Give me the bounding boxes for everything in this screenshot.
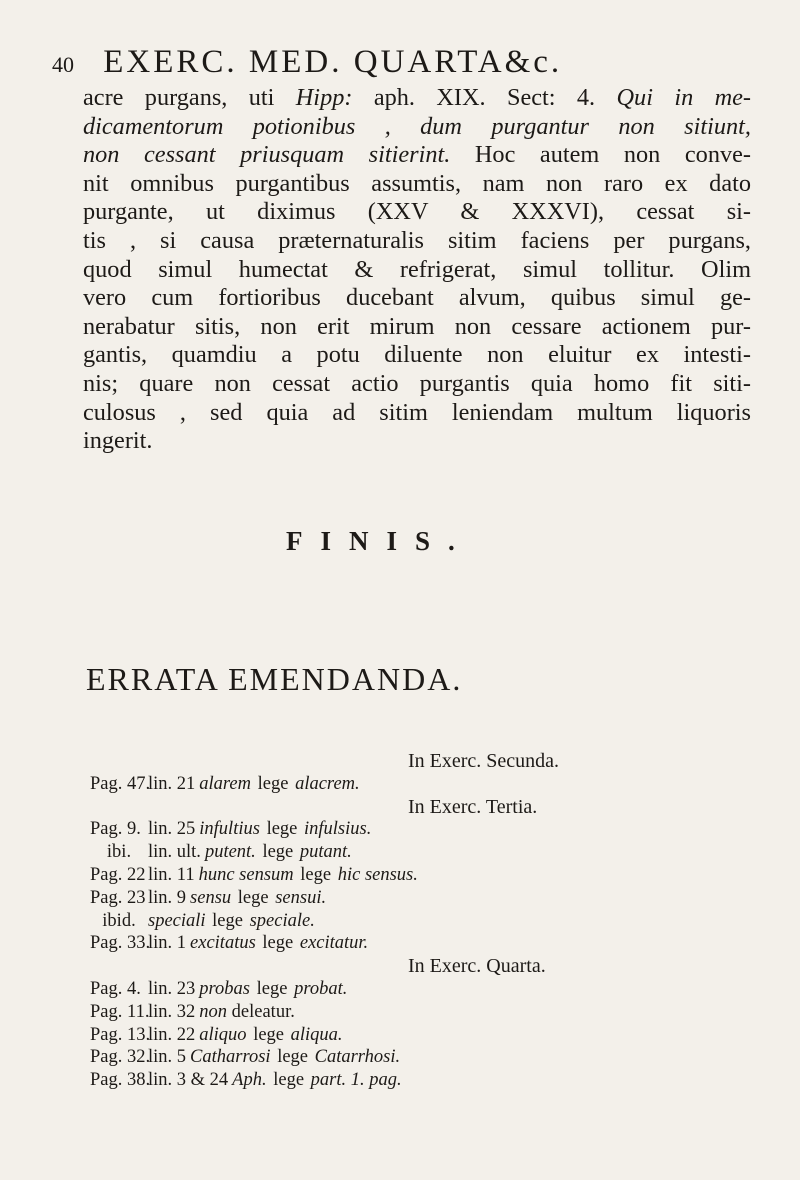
errata-page: ibid.: [102, 910, 136, 931]
text-line: [83, 399, 751, 428]
errata-line: lin. 3 & 24: [148, 1070, 229, 1091]
errata-section-heading: In Exerc. Tertia.: [408, 795, 538, 818]
italic-text-run: Qui in me-: [616, 84, 752, 111]
text-line: [83, 141, 751, 170]
errata-wrong: speciali: [148, 910, 206, 931]
errata-line: lin. ult.: [148, 842, 201, 863]
errata-entry: [90, 1024, 710, 1047]
errata-page: Pag. 9.: [90, 819, 141, 840]
errata-correct: putant.: [299, 842, 352, 863]
errata-page: Pag. 32.: [90, 1047, 151, 1068]
errata-lege: lege: [257, 773, 289, 794]
errata-entry: [90, 1046, 710, 1069]
errata-line: lin. 1: [148, 933, 187, 954]
errata-page: Pag. 4.: [90, 978, 141, 999]
errata-wrong: aliquo: [199, 1024, 247, 1045]
text-line: [83, 227, 751, 256]
text-line: [83, 427, 751, 456]
italic-text-run: dicamentorum potionibus , dum purgantur non sitiunt,: [83, 112, 751, 140]
running-title: EXERC. MED. QUARTA&c.: [103, 44, 563, 80]
errata-wrong: Catharrosi: [190, 1047, 271, 1068]
errata-correct: sensui.: [275, 887, 327, 908]
text-run: vero cum fortioribus ducebant alvum, quibus simul ge-: [83, 284, 751, 312]
errata-entry: [90, 887, 710, 910]
errata-entry: [90, 773, 710, 796]
errata-correct: part. 1. pag.: [310, 1070, 402, 1091]
page-number: 40: [52, 52, 74, 77]
errata-page: Pag. 33.: [90, 933, 151, 954]
running-header: [52, 44, 772, 81]
errata-line: lin. 5: [148, 1047, 187, 1068]
text-run: nerabatur sitis, non erit mirum non cessare actionem pur-: [83, 312, 751, 340]
errata-correct: alacrem.: [295, 773, 360, 794]
errata-wrong: Aph.: [232, 1070, 267, 1091]
errata-lege: lege: [212, 910, 243, 931]
text-line: [83, 341, 751, 370]
errata-page: Pag. 22: [90, 864, 146, 885]
errata-page: Pag. 47.: [90, 773, 151, 794]
text-run: culosus , sed quia ad sitim leniendam multum liquoris: [83, 398, 751, 426]
errata-correct: deleatur.: [231, 1001, 295, 1022]
text-run: purgante, ut diximus (XXV & XXXVI), cessat si-: [83, 198, 751, 226]
errata-line: lin. 32: [148, 1001, 196, 1022]
errata-lege: lege: [253, 1024, 284, 1045]
errata-lege: lege: [273, 1070, 305, 1091]
text-line: [83, 113, 751, 142]
errata-correct: probat.: [294, 978, 348, 999]
errata-line: lin. 25: [148, 819, 196, 840]
text-run: tis , si causa præternaturalis sitim faciens per purgans,: [83, 226, 751, 254]
errata-lege: lege: [237, 887, 269, 908]
errata-entry: [90, 818, 710, 841]
errata-entry: [90, 978, 710, 1001]
errata-page: Pag. 23: [90, 887, 146, 908]
errata-section-heading: In Exerc. Quarta.: [408, 955, 546, 978]
finis-heading: FINIS.: [286, 526, 473, 556]
text-line: [83, 256, 751, 285]
errata-correct: hic sensus.: [337, 864, 418, 885]
errata-entry: [90, 910, 710, 933]
text-run: nis; quare non cessat actio purgantis quia homo fit siti-: [83, 369, 751, 397]
errata-entry: [90, 1069, 710, 1092]
errata-entry: [90, 864, 710, 887]
errata-section-heading: In Exerc. Secunda.: [408, 750, 560, 772]
errata-lege: lege: [262, 842, 294, 863]
errata-line: lin. 21: [148, 773, 196, 794]
errata-line: lin. 23: [148, 978, 196, 999]
text-line: [83, 198, 751, 227]
errata-lege: lege: [300, 864, 332, 885]
text-run: Hoc autem non conve-: [450, 141, 751, 169]
errata-title: ERRATA EMENDANDA.: [86, 661, 463, 697]
errata-line: lin. 9: [148, 887, 187, 908]
errata-correct: aliqua.: [290, 1024, 343, 1045]
errata-correct: Catarrhosi.: [314, 1047, 401, 1068]
errata-correct: excitatur.: [299, 933, 369, 954]
errata-lege: lege: [262, 933, 294, 954]
errata-wrong: infultius: [199, 819, 260, 840]
text-line: [83, 84, 751, 113]
errata-wrong: excitatus: [190, 933, 256, 954]
errata-list: [90, 750, 710, 1092]
text-line: [83, 170, 751, 199]
errata-wrong: non: [199, 1001, 228, 1022]
errata-page: Pag. 13.: [90, 1024, 151, 1045]
errata-page: ibi.: [106, 842, 132, 863]
text-run: gantis, quamdiu a potu diluente non eluitur ex intesti-: [83, 341, 751, 369]
text-run: ingerit.: [83, 427, 153, 455]
text-run: acre purgans, uti: [83, 84, 296, 111]
errata-lege: lege: [256, 978, 288, 999]
errata-line: lin. 11: [148, 864, 195, 885]
main-paragraph: [83, 84, 751, 456]
text-line: [83, 313, 751, 342]
errata-page: Pag. 38.: [90, 1070, 151, 1091]
errata-entry: [90, 1001, 710, 1024]
errata-correct: infulsius.: [304, 819, 372, 840]
text-line: [83, 284, 751, 313]
errata-wrong: probas: [199, 978, 250, 999]
errata-page: Pag. 11.: [90, 1001, 150, 1022]
italic-text-run: Hipp:: [295, 84, 353, 111]
errata-line: lin. 22: [148, 1024, 196, 1045]
errata-wrong: hunc sensum: [198, 864, 294, 885]
errata-correct: speciale.: [249, 910, 315, 931]
text-run: aph. XIX. Sect: 4.: [352, 84, 617, 111]
errata-lege: lege: [266, 819, 298, 840]
errata-entry: [90, 841, 710, 864]
text-line: [83, 370, 751, 399]
errata-entry: [90, 932, 710, 955]
italic-text-run: non cessant priusquam sitierint.: [83, 141, 451, 169]
errata-lege: lege: [277, 1047, 308, 1068]
errata-wrong: sensu: [190, 887, 232, 908]
errata-wrong: putent.: [204, 842, 256, 863]
text-run: nit omnibus purgantibus assumtis, nam non raro ex dato: [83, 169, 751, 197]
text-run: quod simul humectat & refrigerat, simul tollitur. Olim: [83, 255, 751, 283]
errata-wrong: alarem: [199, 773, 252, 794]
